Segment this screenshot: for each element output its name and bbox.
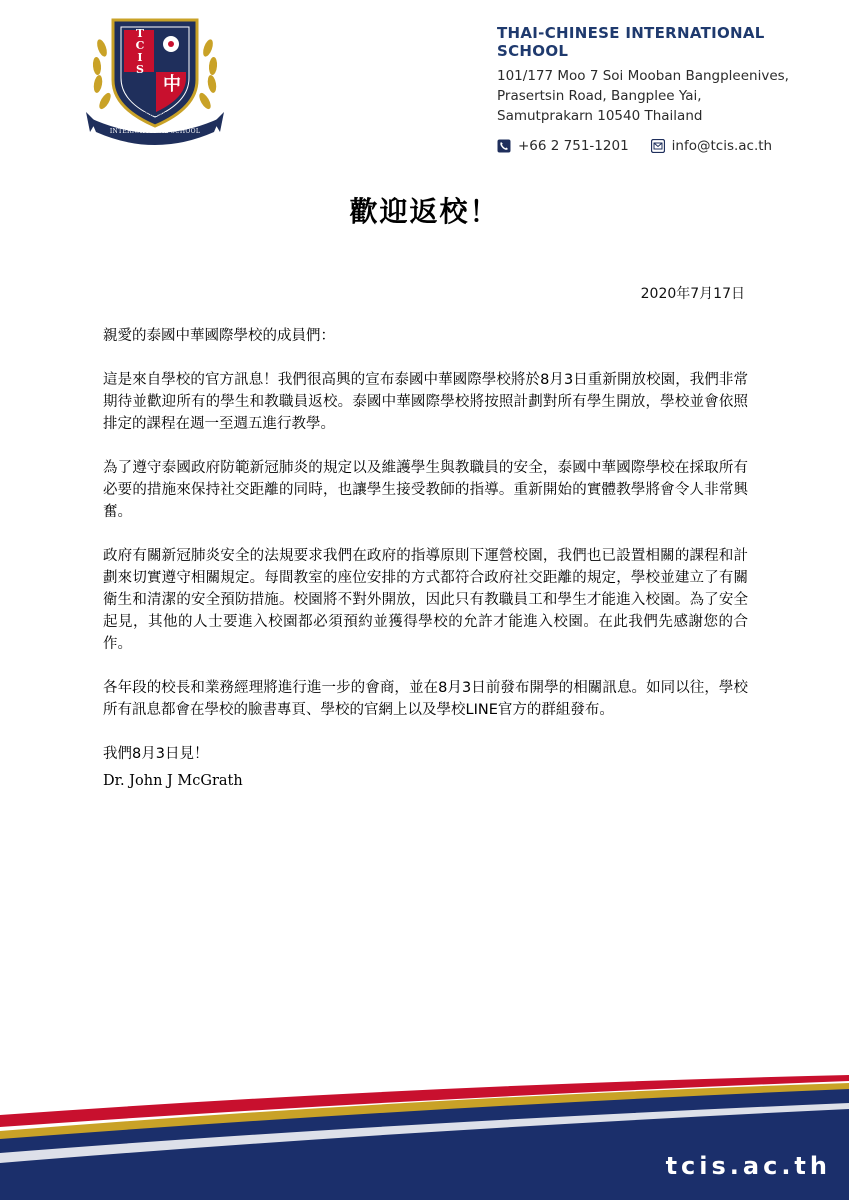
email-contact [651,138,772,154]
email-icon [651,139,665,153]
email-address: info@tcis.ac.th [671,138,773,154]
logo-est: EST. 1995 [142,112,168,118]
school-address [497,66,827,126]
logo-letter: T [135,27,145,40]
letter-paragraph: 政府有關新冠肺炎安全的法規要求我們在政府的指導原則下運營校園，我們也已設置相關的課程和計劃來切實遵守相關規定。每間教室的座位安排的方式都符合政府社交距離的規定，學校並建立了有關衛生和清潔的安全預防措施。校園將不對外開放，因此只有教職員工和學生才能進入校園。為了安全起見，其他的人士要進入校園都必須預約並獲得學校的允許才能進入校園。在此我們先感謝您的合作。 [103,548,748,652]
contact-row [497,138,827,154]
letter-body [103,325,748,787]
phone-icon [497,139,511,153]
logo-ribbon-text: INTERNATIONAL SCHOOL [109,128,201,135]
school-name: THAI-CHINESE INTERNATIONAL SCHOOL [497,24,765,60]
letter-paragraph: 為了遵守泰國政府防範新冠肺炎的規定以及維護學生與教職員的安全，泰國中華國際學校在採取所有必要的措施來保持社交距離的同時，也讓學生接受教師的指導。重新開始的實體教學將會令人非常興奮。 [103,460,748,520]
footer-website[interactable]: tcis.ac.th [665,1152,831,1180]
phone-contact [497,138,629,154]
footer-wave-decoration [0,1075,849,1200]
phone-number: +66 2 751-1201 [518,138,629,154]
address-line: Prasertsin Road, Bangplee Yai, [497,88,702,104]
letter-title: 歡迎返校！ [349,195,500,228]
letter-paragraph: 這是來自學校的官方訊息！我們很高興的宣布泰國中華國際學校將於8月3日重新開放校園，我們非常期待並歡迎所有的學生和教職員返校。泰國中華國際學校將按照計劃對所有學生開放，學校並會依照排定的課程在週一至週五進行教學。 [103,372,748,432]
address-line: 101/177 Moo 7 Soi Mooban Bangpleenives, [497,68,789,84]
letter-paragraph: 各年段的校長和業務經理將進行進一步的會商，並在8月3日前發布開學的相關訊息。如同以往，學校所有訊息都會在學校的臉書專頁、學校的官網上以及學校LINE官方的群組發布。 [103,680,748,718]
school-header [497,24,827,154]
signature: Dr. John J McGrath [103,773,243,789]
logo-letter: S [136,63,144,76]
letter-closing: 我們8月3日見！ [103,746,209,762]
address-line: Samutprakarn 10540 Thailand [497,108,703,124]
letter-greeting: 親愛的泰國中華國際學校的成員們： [103,328,335,344]
logo-letter: I [137,51,143,64]
school-logo [80,8,230,148]
letter-date: 2020年7月17日 [640,286,745,302]
logo-letter: C [135,39,145,52]
logo-chinese: 中 [163,74,181,95]
